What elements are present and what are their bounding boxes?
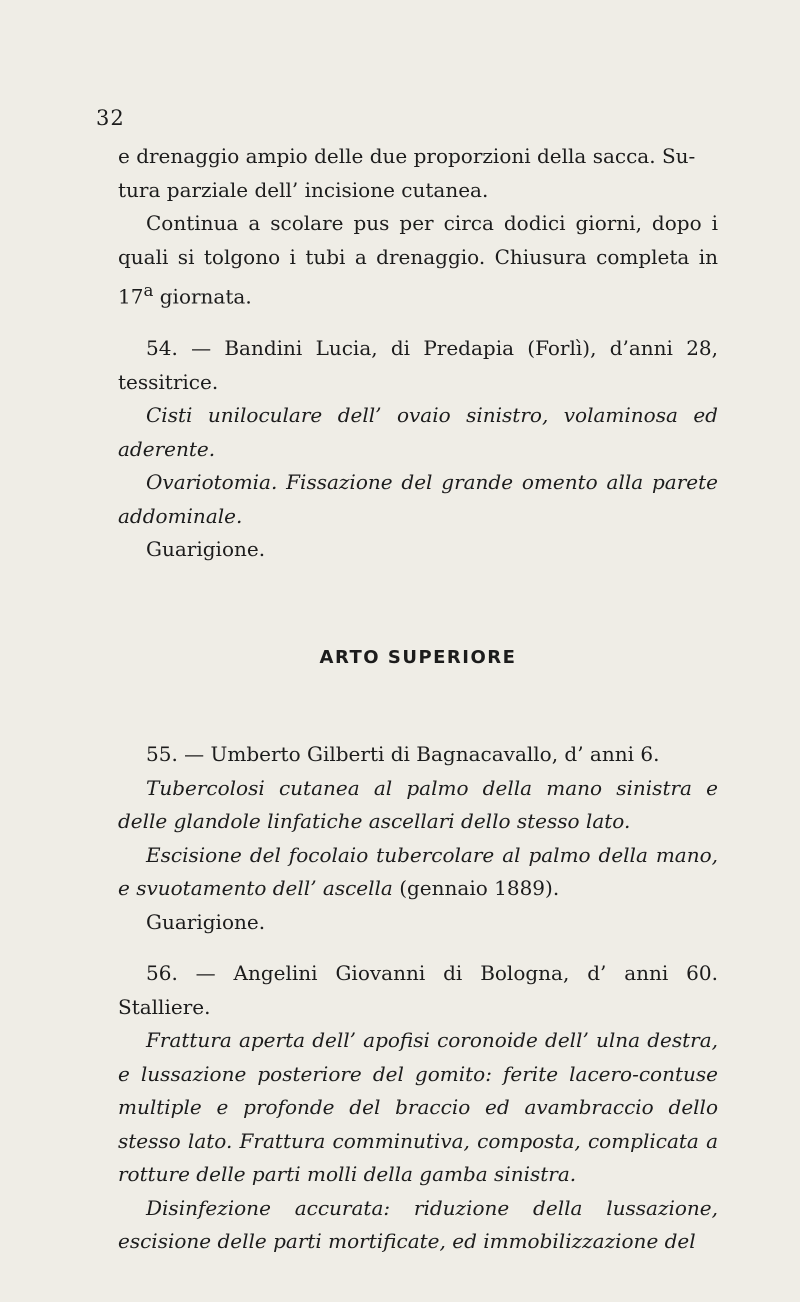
ordinal-superscript: a [143, 281, 154, 300]
section-heading: ARTO SUPERIORE [319, 646, 517, 668]
continuation-line-2: tura parziale dell’ incisione cutanea. [118, 177, 489, 202]
case-56-header: 56. — Angelini Giovanni di Bologna, d’ anni 60. Stalliere. [118, 961, 718, 1019]
case-54-header: 54. — Bandini Lucia, di Predapia (Forlì), d’anni 28, tessitrice. [118, 336, 718, 394]
case-55-diagnosis: Tubercolosi cutanea al palmo della mano sinistra e delle glandole linfatiche ascellari dello stesso lato. [118, 775, 718, 834]
case-55-treatment-italic: Escisione del focolaio tubercolare al palmo della mano, e svuotamento dell’ ascella [118, 842, 718, 901]
page-number: 32 [96, 106, 125, 130]
case-55-treatment-date: (gennaio 1889). [392, 876, 560, 901]
continuation-line-1: e drenaggio ampio delle due proporzioni della sacca. Su- [118, 144, 696, 168]
case-56-treatment: Disinfezione accurata: riduzione della lussazione, escisione delle parti mortificate, ed immobilizzazione del [118, 1195, 718, 1254]
case-56-diagnosis: Frattura aperta dell’ apofisi coronoide dell’ ulna destra, e lussazione posteriore del gomito: ferite lacero-contuse multiple e profonde del braccio ed avambraccio dello stesso lato. Frattura comminutiva, composta, complicata a rotture delle parti molli della gamba sinistra. [118, 1028, 718, 1187]
case-54-treatment: Ovariotomia. Fissazione del grande omento alla parete addominale. [118, 470, 718, 528]
page-body [118, 140, 718, 1259]
case-55-treatment [118, 839, 718, 906]
continuation-paragraph [118, 207, 718, 314]
case-54-outcome: Guarigione. [146, 537, 266, 562]
continuation-text: Continua a scolare pus per circa dodici giorni, dopo i quali si tolgono i tubi a drenaggio. Chiusura completa in 17 [118, 211, 718, 309]
continuation-end: giornata. [153, 284, 252, 309]
case-55-outcome: Guarigione. [146, 909, 266, 934]
case-55-header: 55. — Umberto Gilberti di Bagnacavallo, d’ anni 6. [146, 742, 660, 767]
case-54-diagnosis: Cisti uniloculare dell’ ovaio sinistro, volaminosa ed aderente. [118, 403, 718, 461]
